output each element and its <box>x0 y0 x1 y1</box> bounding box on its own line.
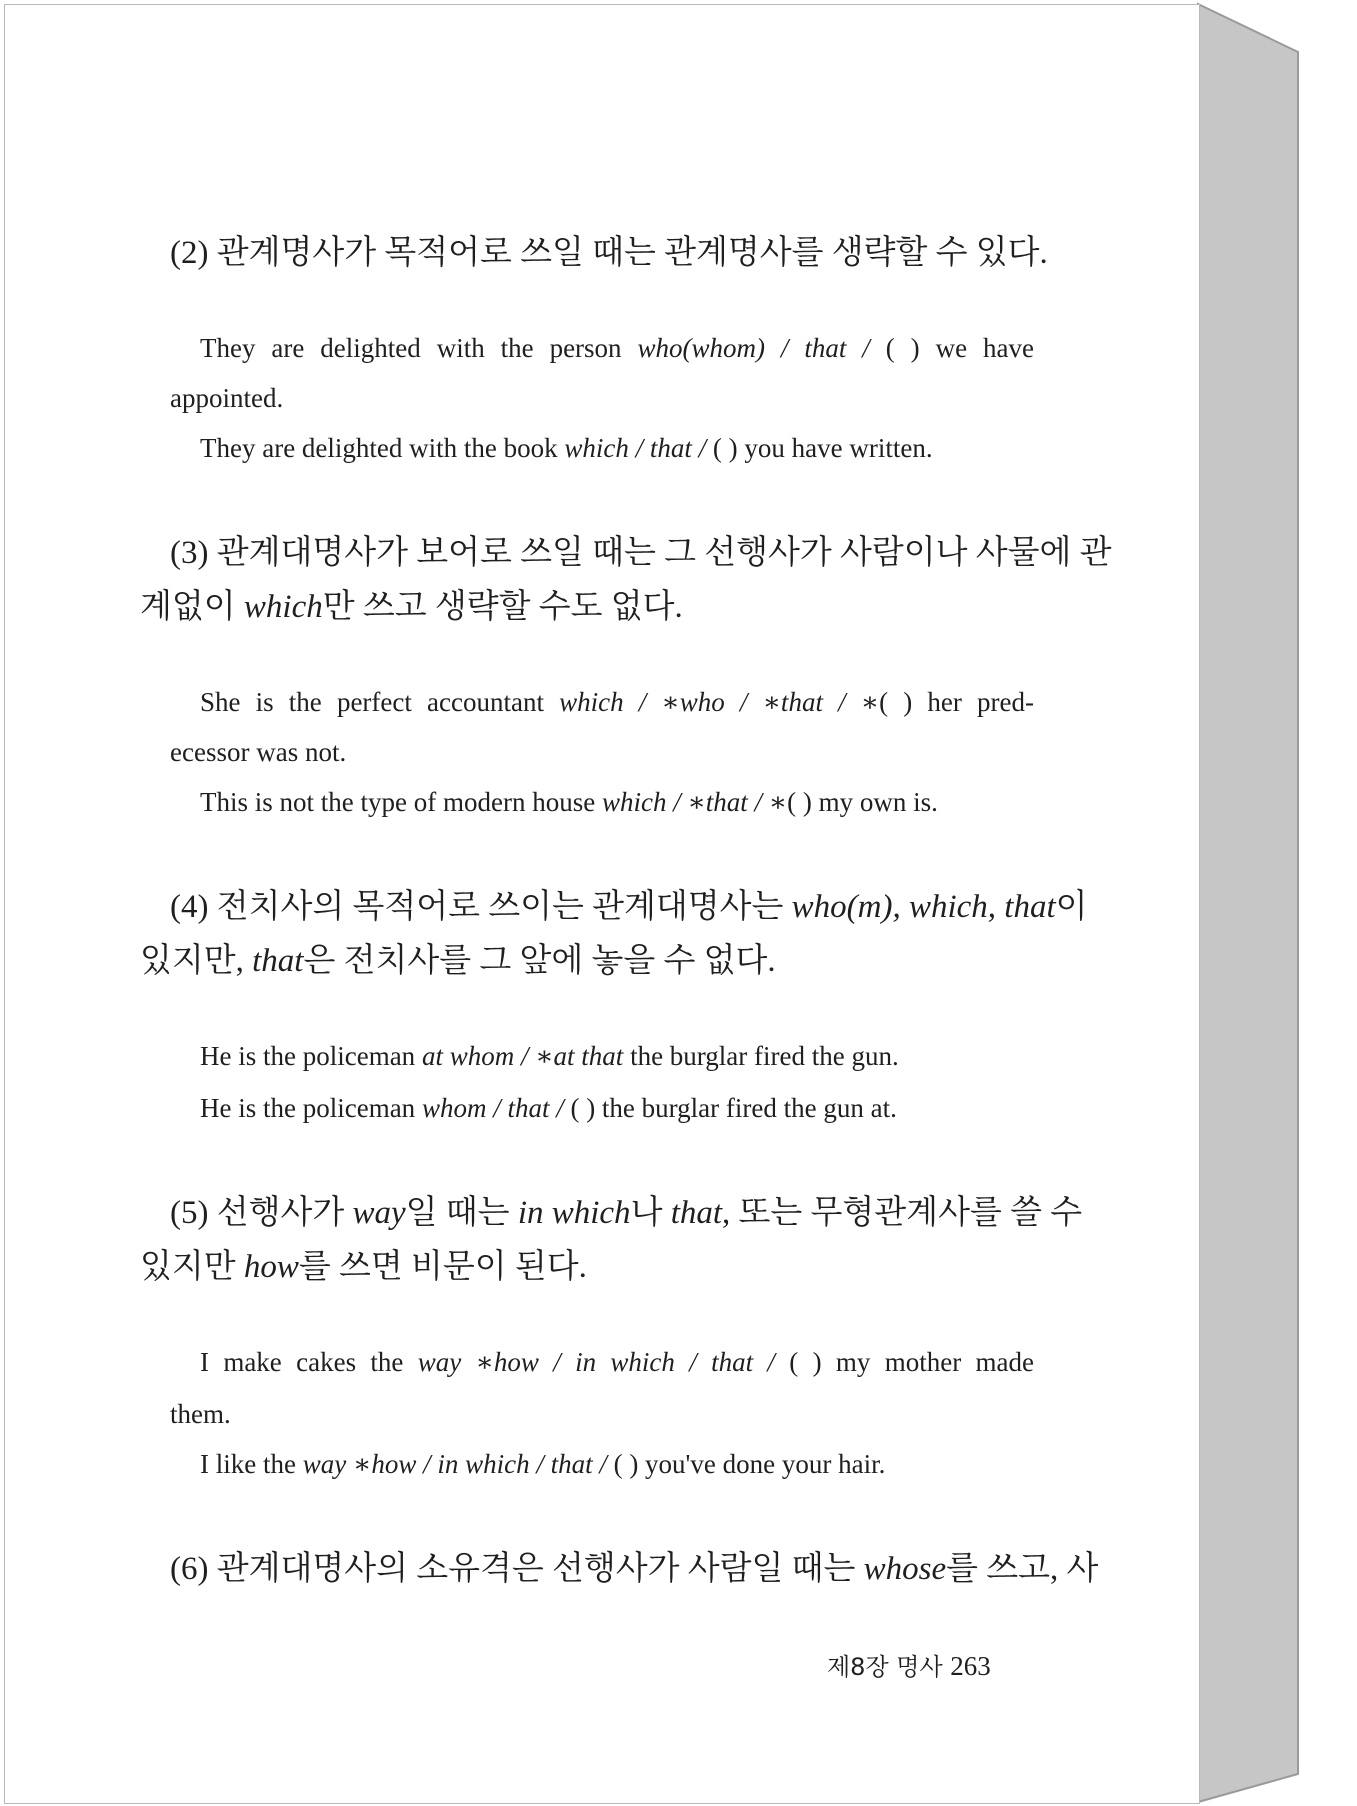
example-sentence-line <box>170 385 1034 412</box>
section-heading-line <box>140 945 1034 978</box>
example-sentence-line <box>200 689 1034 716</box>
italic-text: in which <box>517 1195 631 1231</box>
text-segment: He is the policeman <box>200 1041 422 1071</box>
section-heading-line <box>170 1551 1099 1587</box>
text-segment: ( ) her pred- <box>879 687 1034 717</box>
text-segment: 를 쓰면 비문이 된다. <box>298 1249 587 1285</box>
text-segment: She is the perfect accountant <box>200 687 560 717</box>
section-heading-line <box>140 1251 1034 1284</box>
text-segment: 일 때는 <box>405 1195 518 1231</box>
example-sentence-line <box>170 739 1034 766</box>
text-segment: , 또는 무형관계사를 쓸 수 <box>722 1195 1083 1231</box>
example-sentence-line <box>200 1095 1034 1122</box>
italic-text: whom / that / <box>421 1093 564 1123</box>
section-heading-line <box>170 535 1112 571</box>
text-segment: them. <box>170 1399 231 1429</box>
italic-text: how <box>243 1249 299 1285</box>
text-segment: 은 전치사를 그 앞에 놓을 수 없다. <box>303 943 776 979</box>
text-segment: I make cakes the <box>200 1347 418 1377</box>
section-heading-line <box>140 591 1034 624</box>
text-segment: ecessor was not. <box>170 737 347 767</box>
section-heading-line <box>170 235 1048 271</box>
example-sentence-line <box>200 335 1034 362</box>
text-segment: 만 쓰고 생략할 수도 없다. <box>322 589 683 625</box>
example-sentence-line <box>200 1451 1034 1478</box>
italic-text: which / ∗that / ∗ <box>601 787 788 817</box>
text-segment: 를 쓰고, 사 <box>946 1551 1099 1587</box>
italic-text: who(whom) / that / <box>637 333 870 363</box>
text-segment: ( ) my own is. <box>787 787 938 817</box>
text-segment: They are delighted with the person <box>200 333 638 363</box>
text-segment: the burglar fired the gun. <box>623 1041 899 1071</box>
text-segment: (4) 전치사의 목적어로 쓰이는 관계대명사는 <box>170 889 792 925</box>
text-segment: (3) 관계대명사가 보어로 쓰일 때는 그 선행사가 사람이나 사물에 관 <box>170 535 1112 571</box>
italic-text: that <box>252 943 304 979</box>
italic-text: way ∗how / in which / that / <box>302 1449 607 1479</box>
italic-text: which <box>243 589 323 625</box>
text-segment: appointed. <box>170 383 284 413</box>
text-segment: I like the <box>200 1449 303 1479</box>
italic-text: whose <box>863 1551 947 1587</box>
text-segment: (6) 관계대명사의 소유격은 선행사가 사람일 때는 <box>170 1551 864 1587</box>
section-heading-line <box>170 889 1088 925</box>
example-sentence-line <box>170 1401 1034 1428</box>
book-page <box>4 4 1200 1804</box>
example-sentence-line <box>200 1349 1034 1376</box>
italic-text: which / that / <box>564 433 707 463</box>
italic-text: who(m), which, that <box>791 889 1056 925</box>
text-segment: ( ) my mother made <box>774 1347 1035 1377</box>
italic-text: way ∗how / in which / that / <box>417 1347 775 1377</box>
italic-text: at whom / ∗at that <box>421 1041 624 1071</box>
text-segment: They are delighted with the book <box>200 433 565 463</box>
text-segment: 나 <box>630 1195 671 1231</box>
italic-text: that <box>670 1195 723 1231</box>
text-segment: (5) 선행사가 <box>170 1195 353 1231</box>
text-segment: 이 <box>1055 889 1088 925</box>
text-segment: ( ) the burglar fired the gun at. <box>563 1093 897 1123</box>
italic-text: which / ∗who / ∗that / ∗ <box>559 687 880 717</box>
text-segment: ( ) we have <box>869 333 1034 363</box>
text-segment: ( ) you've done your hair. <box>606 1449 886 1479</box>
chapter-label: 제8장 명사 <box>827 1653 943 1681</box>
text-segment: He is the policeman <box>200 1093 422 1123</box>
text-segment: ( ) you have written. <box>706 433 933 463</box>
page-number: 263 <box>950 1651 991 1681</box>
example-sentence-line <box>200 789 1034 816</box>
italic-text: way <box>352 1195 406 1231</box>
section-heading-line <box>170 1195 1083 1231</box>
page-footer <box>827 1653 1027 1680</box>
text-segment: 있지만 <box>140 1249 244 1285</box>
text-segment: 계없이 <box>140 589 244 625</box>
text-segment: (2) 관계명사가 목적어로 쓰일 때는 관계명사를 생략할 수 있다. <box>170 235 1048 271</box>
text-segment: 있지만, <box>140 943 253 979</box>
text-segment: This is not the type of modern house <box>200 787 602 817</box>
example-sentence-line <box>200 435 1034 462</box>
example-sentence-line <box>200 1043 1034 1070</box>
